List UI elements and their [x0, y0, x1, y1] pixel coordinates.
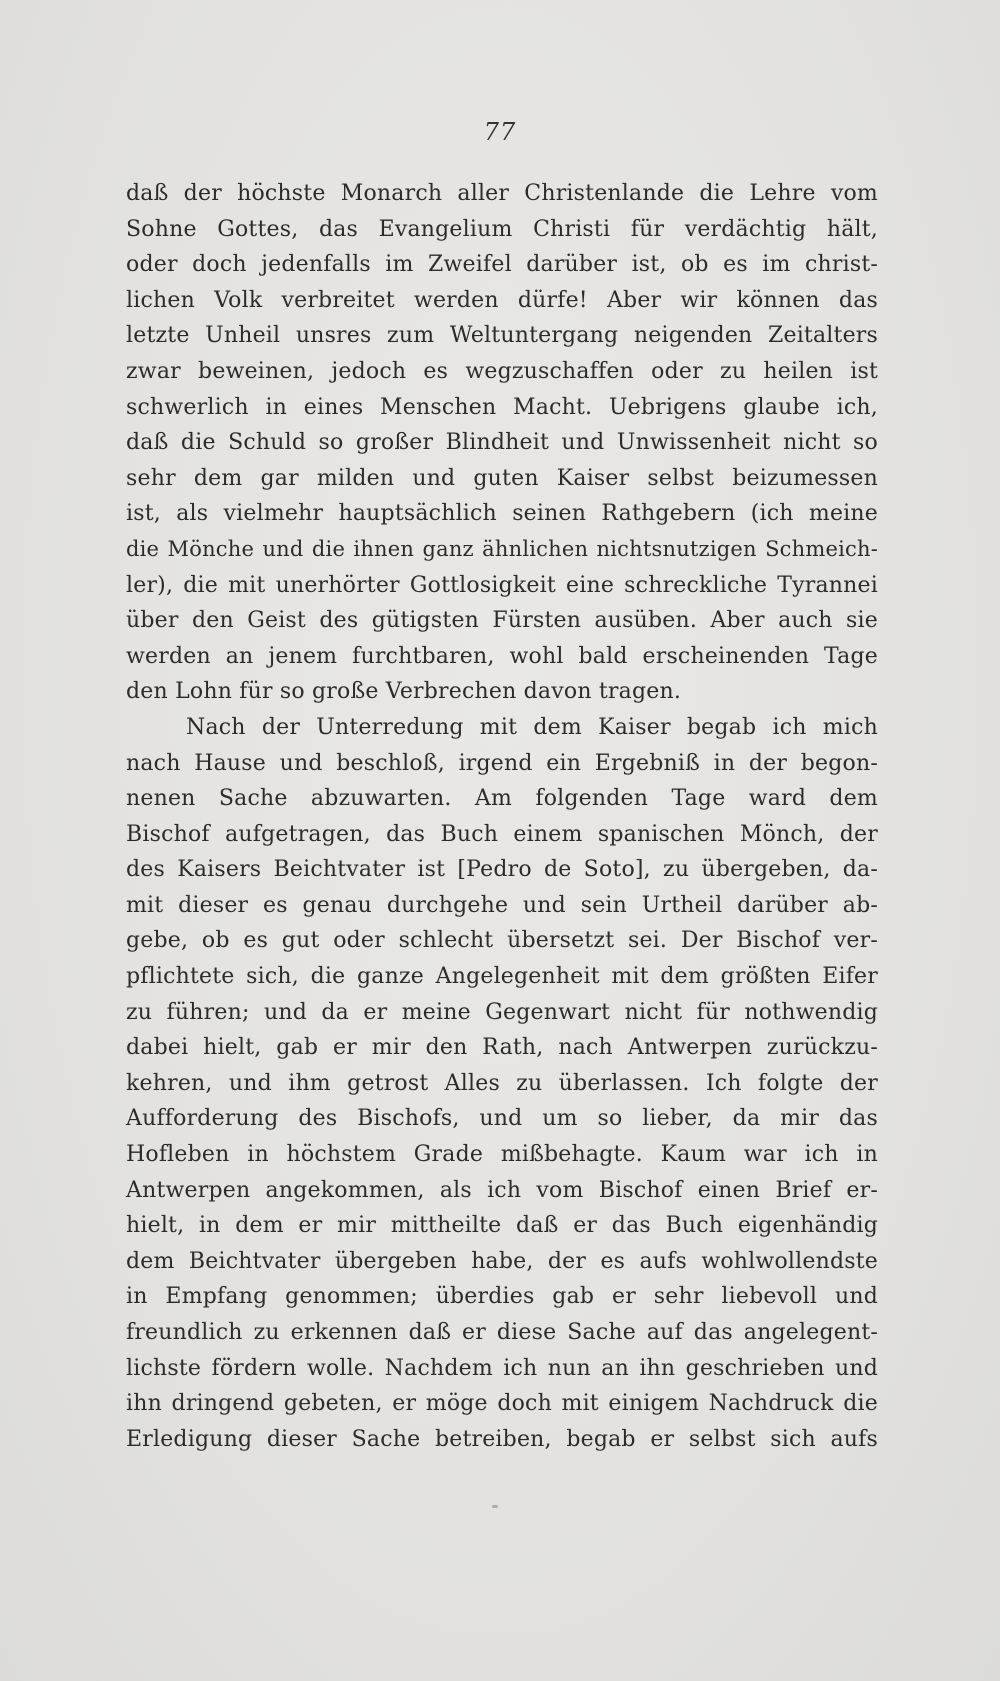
text-line: nenen Sache abzuwarten. Am folgenden Tage ward dem [126, 786, 878, 812]
text-line: dem Beichtvater übergeben habe, der es aufs wohlwollendste [126, 1248, 878, 1274]
text-line: Erledigung dieser Sache betreiben, begab er selbst sich aufs [126, 1426, 878, 1452]
text-line: schwerlich in eines Menschen Macht. Uebrigens glaube ich, [126, 394, 878, 420]
text-line: den Lohn für so große Verbrechen davon tragen. [126, 679, 682, 705]
text-line: über den Geist des gütigsten Fürsten ausüben. Aber auch sie [126, 608, 878, 634]
text-line: Nach der Unterredung mit dem Kaiser begab ich mich [186, 714, 878, 740]
paper-speck [492, 1505, 498, 1508]
page-number: 77 [483, 118, 517, 146]
text-line: oder doch jedenfalls im Zweifel darüber ist, ob es im christ- [126, 252, 878, 278]
text-line: nach Hause und beschloß, irgend ein Ergebniß in der begon- [126, 750, 878, 776]
text-line: werden an jenem furchtbaren, wohl bald erscheinenden Tage [126, 643, 878, 669]
text-line: ler), die mit unerhörter Gottlosigkeit eine schreckliche Tyrannei [126, 572, 878, 598]
text-line: letzte Unheil unsres zum Weltuntergang neigenden Zeitalters [126, 323, 878, 349]
text-line: Bischof aufgetragen, das Buch einem spanischen Mönch, der [126, 821, 878, 847]
text-line: daß der höchste Monarch aller Christenlande die Lehre vom [126, 181, 878, 206]
text-line: daß die Schuld so großer Blindheit und Unwissenheit nicht so [126, 430, 878, 456]
text-line: pflichtete sich, die ganze Angelegenheit mit dem größten Eifer [126, 964, 878, 990]
text-line: des Kaisers Beichtvater ist [Pedro de Soto], zu übergeben, da- [126, 857, 878, 883]
text-line: hielt, in dem er mir mittheilte daß er das Buch eigenhändig [126, 1213, 878, 1239]
text-line: kehren, und ihm getrost Alles zu überlassen. Ich folgte der [126, 1070, 878, 1096]
text-line: lichen Volk verbreitet werden dürfe! Aber wir können das [126, 287, 878, 313]
text-line: sehr dem gar milden und guten Kaiser selbst beizumessen [126, 465, 878, 491]
text-line: lichste fördern wolle. Nachdem ich nun an ihn geschrieben und [126, 1355, 878, 1381]
text-line: die Mönche und die ihnen ganz ähnlichen nichtsnutzigen Schmeich- [126, 536, 878, 561]
text-line: Antwerpen angekommen, als ich vom Bischof einen Brief er- [126, 1177, 878, 1203]
text-line: gebe, ob es gut oder schlecht übersetzt sei. Der Bischof ver- [126, 928, 878, 954]
text-line: zu führen; und da er meine Gegenwart nicht für nothwendig [126, 999, 878, 1025]
text-line: Aufforderung des Bischofs, und um so lieber, da mir das [126, 1106, 878, 1132]
text-line: zwar beweinen, jedoch es wegzuschaffen oder zu heilen ist [126, 358, 878, 384]
text-line: Hofleben in höchstem Grade mißbehagte. Kaum war ich in [126, 1142, 878, 1168]
text-line: mit dieser es genau durchgehe und sein Urtheil darüber ab- [126, 892, 878, 918]
text-line: in Empfang genommen; überdies gab er sehr liebevoll und [126, 1284, 878, 1310]
body-text [126, 176, 878, 1457]
text-line: freundlich zu erkennen daß er diese Sache auf das angelegent- [126, 1320, 878, 1345]
text-line: Sohne Gottes, das Evangelium Christi für verdächtig hält, [126, 216, 878, 242]
text-line: ihn dringend gebeten, er möge doch mit einigem Nachdruck die [126, 1391, 878, 1417]
text-line: ist, als vielmehr hauptsächlich seinen Rathgebern (ich meine [126, 501, 878, 527]
text-line: dabei hielt, gab er mir den Rath, nach Antwerpen zurückzu- [126, 1035, 878, 1061]
